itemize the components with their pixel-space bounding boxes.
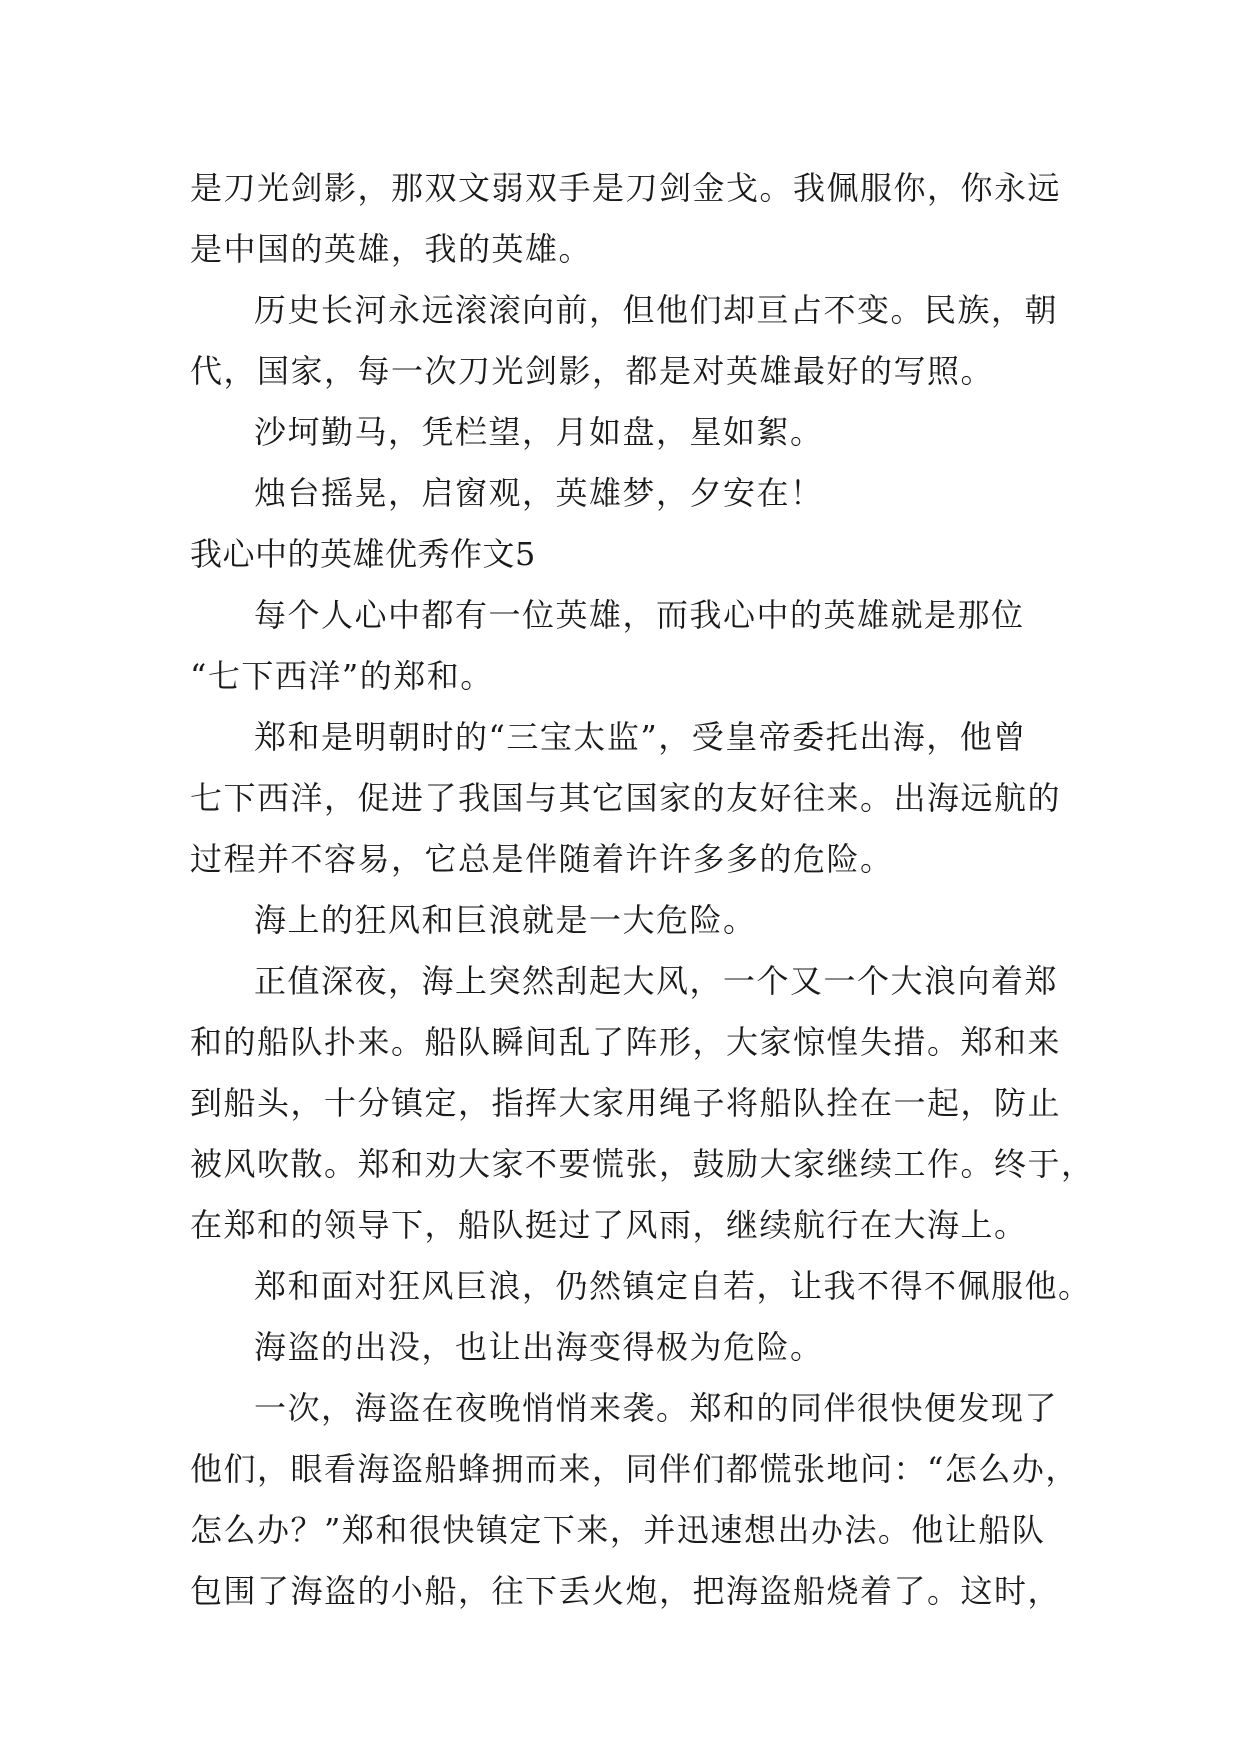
paragraph-start-line: 海上的狂风和巨浪就是一大危险。	[254, 901, 757, 939]
paragraph-start-line: 一次，海盗在夜晚悄悄来袭。郑和的同伴很快便发现了	[254, 1389, 1059, 1427]
paragraph-start-line: 烛台摇晃，启窗观，英雄梦，夕安在！	[254, 474, 824, 512]
paragraph-start-line: 海盗的出没，也让出海变得极为危险。	[254, 1328, 824, 1366]
text-line: 代，国家，每一次刀光剑影，都是对英雄最好的写照。	[190, 352, 995, 390]
text-line: 和的船队扑来。船队瞬间乱了阵形，大家惊惶失措。郑和来	[190, 1023, 1062, 1061]
essay-title: 我心中的英雄优秀作文5	[190, 535, 536, 573]
paragraph-start-line: 沙坷勤马，凭栏望，月如盘，星如絮。	[254, 413, 824, 451]
paragraph-start-line: 历史长河永远滚滚向前，但他们却亘占不变。民族，朝	[254, 291, 1059, 329]
text-line: 是中国的英雄，我的英雄。	[190, 230, 593, 268]
paragraph-start-line: 郑和面对狂风巨浪，仍然镇定自若，让我不得不佩服他。	[254, 1267, 1092, 1305]
text-line: “七下西洋”的郑和。	[190, 657, 494, 695]
text-line: 他们，眼看海盗船蜂拥而来，同伴们都慌张地问：“怎么办，	[190, 1450, 1079, 1488]
text-line: 是刀光剑影，那双文弱双手是刀剑金戈。我佩服你，你永远	[190, 169, 1062, 207]
text-line: 被风吹散。郑和劝大家不要慌张，鼓励大家继续工作。终于，	[190, 1145, 1095, 1183]
text-line: 七下西洋，促进了我国与其它国家的友好往来。出海远航的	[190, 779, 1062, 817]
document-page	[190, 158, 1095, 1622]
text-line: 怎么办？”郑和很快镇定下来，并迅速想出办法。他让船队	[190, 1511, 1046, 1549]
paragraph-start-line: 每个人心中都有一位英雄，而我心中的英雄就是那位	[254, 596, 1025, 634]
text-line: 在郑和的领导下，船队挺过了风雨，继续航行在大海上。	[190, 1206, 1028, 1244]
paragraph-start-line: 正值深夜，海上突然刮起大风，一个又一个大浪向着郑	[254, 962, 1059, 1000]
paragraph-start-line: 郑和是明朝时的“三宝太监”，受皇帝委托出海，他曾	[254, 718, 1027, 756]
text-line: 到船头，十分镇定，指挥大家用绳子将船队拴在一起，防止	[190, 1084, 1062, 1122]
text-line: 过程并不容易，它总是伴随着许许多多的危险。	[190, 840, 894, 878]
text-line: 包围了海盗的小船，往下丢火炮，把海盗船烧着了。这时，	[190, 1572, 1062, 1610]
